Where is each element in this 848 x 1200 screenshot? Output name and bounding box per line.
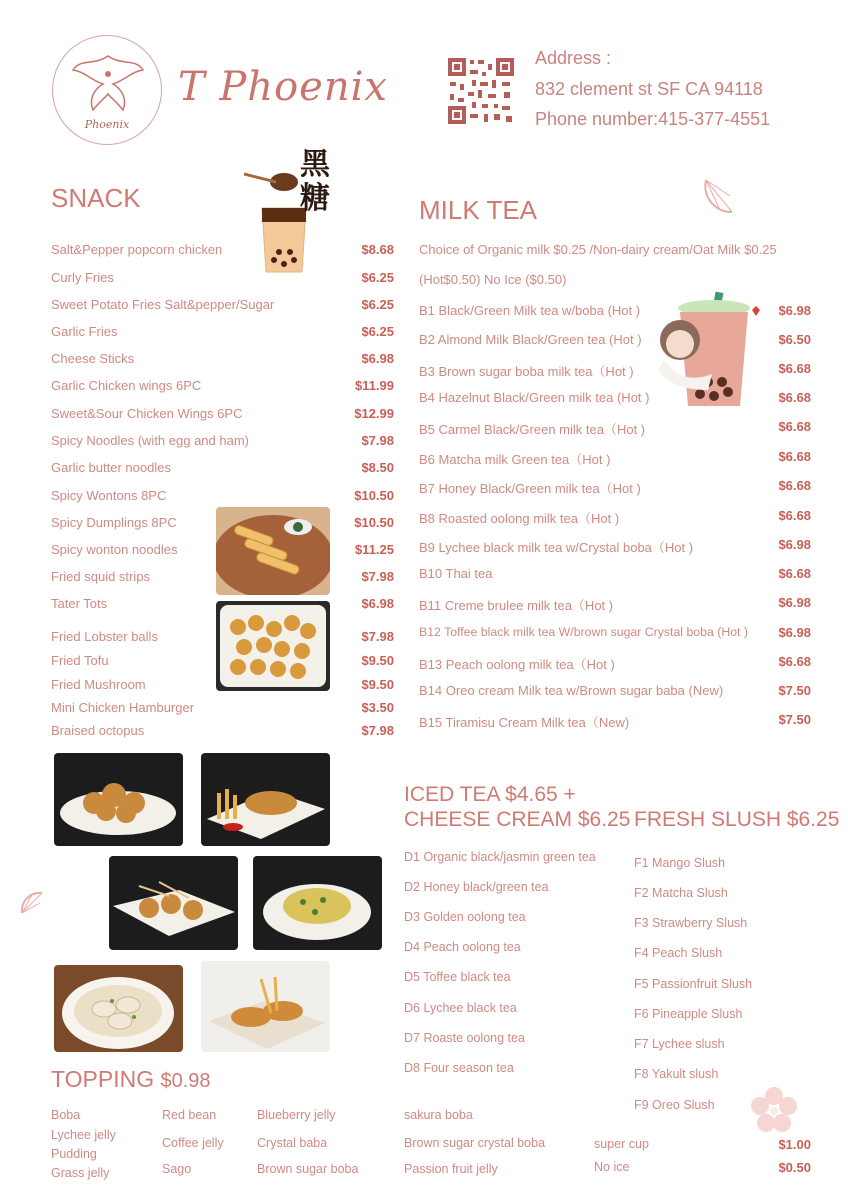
milk-tea-title: MILK TEA <box>419 195 538 225</box>
extra-item-name: No ice <box>594 1160 630 1174</box>
brown-sugar-characters: 黑糖 <box>300 148 330 215</box>
list-item: D4 Peach oolong tea <box>404 940 521 954</box>
list-item: F4 Peach Slush <box>634 946 723 960</box>
list-item: B13 Peach oolong milk tea（Hot ) <box>419 657 615 672</box>
item-price: $7.98 <box>361 569 394 584</box>
list-item: B5 Carmel Black/Green milk tea（Hot ) <box>419 422 646 437</box>
item-price: $11.25 <box>354 542 394 557</box>
popcorn-chicken-photo <box>54 753 183 846</box>
iced-tea-title-line2: CHEESE CREAM $6.25 <box>404 808 631 831</box>
item-price: $6.68 <box>778 390 811 405</box>
list-item: B6 Matcha milk Green tea（Hot ) <box>419 452 611 467</box>
list-item: B4 Hazelnut Black/Green milk tea (Hot ) <box>419 390 650 405</box>
brown-sugar-drink-image <box>244 148 344 278</box>
topping-item: Passion fruit jelly <box>404 1162 498 1176</box>
item-price: $6.68 <box>778 361 811 376</box>
fried-squid-photo <box>201 961 330 1052</box>
tater-tots-photo <box>216 601 330 691</box>
list-item: Garlic butter noodles <box>51 460 171 475</box>
item-price: $6.68 <box>778 478 811 493</box>
list-item: Spicy Dumplings 8PC <box>51 515 177 530</box>
brand-logo <box>52 35 162 145</box>
item-price: $6.68 <box>778 566 811 581</box>
list-item: Spicy wonton noodles <box>51 542 178 557</box>
chicken-fries-photo <box>201 753 330 846</box>
list-item: Salt&Pepper popcorn chicken <box>51 242 223 257</box>
topping-item: Brown sugar crystal boba <box>404 1136 546 1150</box>
item-price: $6.68 <box>778 449 811 464</box>
phone-number: Phone number:415-377-4551 <box>535 109 771 129</box>
milk-option-note: Choice of Organic milk $0.25 /Non-dairy cream/Oat Milk $0.25 <box>419 242 777 257</box>
list-item: B2 Almond Milk Black/Green tea (Hot ) <box>419 332 642 347</box>
hot-ice-note: (Hot$0.50) No Ice ($0.50) <box>419 272 567 287</box>
orange-slice-icon <box>702 176 736 216</box>
cheese-sticks-photo <box>216 507 330 595</box>
item-price: $7.98 <box>361 629 394 644</box>
list-item: D8 Four season tea <box>404 1061 514 1075</box>
item-price: $6.98 <box>778 595 811 610</box>
topping-item: Crystal baba <box>257 1136 328 1150</box>
item-price: $12.99 <box>354 406 394 421</box>
extra-item-price: $1.00 <box>778 1137 811 1152</box>
list-item: F1 Mango Slush <box>634 856 726 870</box>
item-price: $6.68 <box>778 508 811 523</box>
item-price: $9.50 <box>361 653 394 668</box>
flower-icon <box>750 1086 798 1134</box>
topping-item: Pudding <box>51 1147 97 1161</box>
list-item: Fried Lobster balls <box>51 629 158 644</box>
list-item: Sweet Potato Fries Salt&pepper/Sugar <box>51 297 275 312</box>
list-item: Sweet&Sour Chicken Wings 6PC <box>51 406 243 421</box>
list-item: Cheese Sticks <box>51 351 135 366</box>
address-label: Address : <box>535 48 612 68</box>
list-item: B11 Creme brulee milk tea（Hot ) <box>419 598 614 613</box>
item-price: $7.98 <box>361 433 394 448</box>
item-price: $6.68 <box>778 419 811 434</box>
topping-item: Blueberry jelly <box>257 1108 336 1122</box>
topping-price: $0.98 <box>160 1070 211 1092</box>
list-item: B10 Thai tea <box>419 566 493 581</box>
list-item: D3 Golden oolong tea <box>404 910 526 924</box>
item-price: $11.99 <box>354 378 394 393</box>
list-item: D2 Honey black/green tea <box>404 880 549 894</box>
list-item: Braised octopus <box>51 723 145 738</box>
list-item: F7 Lychee slush <box>634 1037 725 1051</box>
slush-title: FRESH SLUSH $6.25 <box>634 808 840 831</box>
item-price: $6.25 <box>361 270 394 285</box>
list-item: F3 Strawberry Slush <box>634 916 748 930</box>
item-price: $3.50 <box>361 700 394 715</box>
list-item: Garlic Fries <box>51 324 118 339</box>
topping-item: Sago <box>162 1162 192 1176</box>
topping-item: Red bean <box>162 1108 217 1122</box>
snack-title: SNACK <box>51 183 141 213</box>
list-item: F2 Matcha Slush <box>634 886 728 900</box>
list-item: Mini Chicken Hamburger <box>51 700 195 715</box>
orange-slice-icon <box>18 889 46 917</box>
extra-item-price: $0.50 <box>778 1160 811 1175</box>
item-price: $6.98 <box>778 303 811 318</box>
brand-badge: Phoenix <box>84 118 130 131</box>
topping-item: sakura boba <box>404 1108 473 1122</box>
list-item: F9 Oreo Slush <box>634 1098 715 1112</box>
list-item: F8 Yakult slush <box>634 1067 719 1081</box>
list-item: Spicy Wontons 8PC <box>51 488 167 503</box>
list-item: Spicy Noodles (with egg and ham) <box>51 433 249 448</box>
item-price: $8.68 <box>361 242 394 257</box>
item-price: $9.50 <box>361 677 394 692</box>
list-item: Tater Tots <box>51 596 108 611</box>
list-item: F6 Pineapple Slush <box>634 1007 743 1021</box>
topping-title <box>51 1066 211 1093</box>
wonton-soup-photo <box>54 965 183 1052</box>
boba-girl-illustration <box>652 290 768 414</box>
phoenix-icon <box>63 46 153 118</box>
list-item: B1 Black/Green Milk tea w/boba (Hot ) <box>419 303 641 318</box>
list-item: B14 Oreo cream Milk tea w/Brown sugar baba (New) <box>419 683 724 698</box>
item-price: $6.50 <box>778 332 811 347</box>
item-price: $6.98 <box>361 596 394 611</box>
list-item: D1 Organic black/jasmin green tea <box>404 850 596 864</box>
list-item: D5 Toffee black tea <box>404 970 511 984</box>
address-text: 832 clement st SF CA 94118 <box>535 79 763 99</box>
list-item: Fried Mushroom <box>51 677 146 692</box>
list-item: B12 Toffee black milk tea W/brown sugar Crystal boba (Hot ) <box>419 625 748 639</box>
item-price: $6.25 <box>361 324 394 339</box>
topping-item: Grass jelly <box>51 1166 110 1180</box>
extra-item-name: super cup <box>594 1137 649 1151</box>
item-price: $7.98 <box>361 723 394 738</box>
item-price: $6.98 <box>778 625 811 640</box>
item-price: $10.50 <box>354 515 394 530</box>
topping-item: Boba <box>51 1108 81 1122</box>
list-item: Fried squid strips <box>51 569 150 584</box>
item-price: $10.50 <box>354 488 394 503</box>
takoyaki-photo <box>109 856 238 950</box>
item-price: $8.50 <box>361 460 394 475</box>
list-item: B8 Roasted oolong milk tea（Hot ) <box>419 511 620 526</box>
list-item: B7 Honey Black/Green milk tea（Hot ) <box>419 481 641 496</box>
brand-name: T Phoenix <box>178 64 388 110</box>
list-item: D7 Roaste oolong tea <box>404 1031 525 1045</box>
item-price: $6.25 <box>361 297 394 312</box>
item-price: $6.98 <box>361 351 394 366</box>
topping-item: Lychee jelly <box>51 1128 116 1142</box>
iced-tea-title-line1: ICED TEA $4.65 + <box>404 783 576 806</box>
list-item: Garlic Chicken wings 6PC <box>51 378 202 393</box>
topping-item: Coffee jelly <box>162 1136 224 1150</box>
list-item: B3 Brown sugar boba milk tea（Hot ) <box>419 364 634 379</box>
list-item: F5 Passionfruit Slush <box>634 977 753 991</box>
item-price: $7.50 <box>778 683 811 698</box>
list-item: D6 Lychee black tea <box>404 1001 517 1015</box>
garlic-noodles-photo <box>253 856 382 950</box>
list-item: B9 Lychee black milk tea w/Crystal boba（Hot ) <box>419 540 694 555</box>
topping-label: TOPPING <box>51 1066 155 1092</box>
list-item: Curly Fries <box>51 270 114 285</box>
list-item: Fried Tofu <box>51 653 109 668</box>
list-item: B15 Tiramisu Cream Milk tea（New) <box>419 715 630 730</box>
item-price: $6.98 <box>778 537 811 552</box>
qr-code-icon[interactable] <box>446 56 516 126</box>
item-price: $6.68 <box>778 654 811 669</box>
topping-item: Brown sugar boba <box>257 1162 359 1176</box>
item-price: $7.50 <box>778 712 811 727</box>
